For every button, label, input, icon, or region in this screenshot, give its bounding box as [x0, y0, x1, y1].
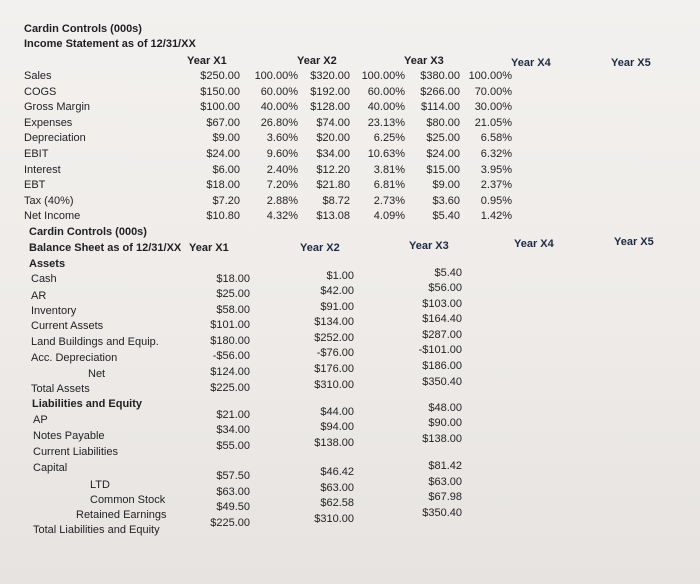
asset-x2-value: $252.00 — [314, 332, 354, 344]
balance-year-x3: Year X3 — [409, 240, 449, 252]
asset-row-label: Cash — [31, 273, 57, 285]
income-title: Cardin Controls (000s) — [24, 23, 142, 35]
income-x3-value: $15.00 — [426, 163, 460, 176]
asset-x2-value: -$76.00 — [316, 347, 354, 359]
assets-heading: Assets — [29, 258, 66, 270]
asset-x2-value: $91.00 — [320, 301, 354, 313]
income-x2-percent: 3.81% — [373, 163, 405, 176]
income-x2-value: $13.08 — [316, 210, 350, 223]
asset-row-label: Land Buildings and Equip. — [31, 336, 159, 348]
income-x2-value: $21.80 — [316, 179, 350, 192]
income-x1-percent: 100.00% — [254, 70, 298, 82]
balance-year-x4: Year X4 — [514, 238, 554, 250]
capital-x1-value: $57.50 — [216, 470, 250, 482]
income-x2-percent: 2.73% — [373, 194, 405, 207]
asset-x1-value: $124.00 — [210, 366, 250, 378]
asset-x2-value: $176.00 — [314, 363, 354, 375]
income-x3-percent: 70.00% — [474, 85, 512, 98]
asset-x3-value: $186.00 — [422, 360, 462, 372]
income-row-label: Interest — [24, 163, 61, 176]
income-x1-percent: 26.80% — [260, 116, 298, 129]
income-x2-value: $320.00 — [310, 70, 350, 82]
liability-row-label: Current Liabilities — [33, 446, 118, 458]
income-year-x5: Year X5 — [611, 57, 651, 69]
income-x2-percent: 6.81% — [373, 179, 405, 192]
income-x1-value: $6.00 — [212, 163, 240, 176]
asset-x1-value: $58.00 — [216, 304, 250, 316]
liability-x3-value: $90.00 — [428, 417, 462, 429]
capital-x1-value: $225.00 — [210, 517, 250, 529]
asset-x1-value: $101.00 — [210, 319, 250, 331]
income-year-x1: Year X1 — [187, 55, 227, 67]
asset-x1-value: -$56.00 — [212, 350, 250, 362]
asset-x1-value: $25.00 — [216, 288, 250, 300]
income-x1-value: $67.00 — [206, 116, 240, 129]
income-x1-value: $9.00 — [212, 132, 240, 145]
income-x2-value: $20.00 — [316, 132, 350, 145]
income-x2-value: $128.00 — [310, 101, 350, 114]
income-x1-percent: 3.60% — [266, 132, 298, 145]
income-x1-percent: 9.60% — [266, 148, 298, 160]
income-x3-percent: 3.95% — [480, 163, 512, 176]
balance-year-x1: Year X1 — [189, 242, 229, 254]
income-x1-percent: 2.88% — [266, 194, 298, 207]
asset-x2-value: $42.00 — [320, 285, 354, 297]
income-x3-value: $3.60 — [432, 194, 460, 207]
capital-x2-value: $310.00 — [314, 513, 354, 525]
income-row-label: Gross Margin — [24, 101, 91, 114]
liability-row-label: Notes Payable — [33, 430, 105, 442]
income-x2-value: $192.00 — [310, 85, 350, 98]
asset-row-label: Net — [88, 368, 106, 380]
income-x2-value: $12.20 — [316, 163, 350, 176]
liability-x2-value: $94.00 — [320, 421, 354, 433]
income-x3-percent: 2.37% — [480, 179, 512, 192]
liabilities-heading: Liabilities and Equity — [32, 398, 143, 410]
income-x1-value: $10.80 — [206, 210, 240, 223]
income-x1-value: $250.00 — [200, 70, 240, 82]
liability-x1-value: $21.00 — [216, 409, 250, 421]
capital-x1-value: $49.50 — [216, 501, 250, 513]
asset-x2-value: $1.00 — [326, 270, 354, 282]
balance-year-x5: Year X5 — [614, 236, 654, 248]
capital-x2-value: $62.58 — [320, 497, 354, 509]
income-x2-percent: 60.00% — [367, 85, 405, 98]
asset-row-label: Current Assets — [31, 320, 104, 332]
income-x2-percent: 10.63% — [367, 148, 405, 160]
income-x2-percent: 4.09% — [373, 210, 405, 223]
income-x1-percent: 7.20% — [266, 179, 298, 192]
income-x3-percent: 0.95% — [480, 194, 512, 207]
income-x2-value: $34.00 — [316, 148, 350, 160]
income-x3-percent: 30.00% — [474, 101, 512, 114]
income-x3-percent: 21.05% — [474, 116, 512, 129]
income-x3-value: $9.00 — [432, 179, 460, 192]
income-x3-value: $266.00 — [420, 85, 460, 98]
asset-row-label: Inventory — [31, 305, 77, 317]
income-row-label: COGS — [24, 85, 57, 98]
income-row-label: Sales — [24, 70, 52, 82]
income-x3-value: $24.00 — [426, 148, 460, 160]
asset-x3-value: $103.00 — [422, 298, 462, 310]
capital-row-label: Retained Earnings — [76, 509, 167, 521]
liability-row-label: AP — [33, 414, 48, 426]
income-x3-value: $25.00 — [426, 132, 460, 145]
income-x2-percent: 23.13% — [367, 116, 405, 129]
asset-row-label: AR — [31, 290, 47, 302]
income-year-x4: Year X4 — [511, 57, 551, 69]
income-x2-percent: 40.00% — [367, 101, 405, 114]
income-row-label: Net Income — [24, 210, 81, 223]
income-x3-value: $80.00 — [426, 116, 460, 129]
capital-row-label: LTD — [90, 479, 110, 491]
asset-x1-value: $18.00 — [216, 273, 250, 285]
income-x3-value: $5.40 — [432, 210, 460, 223]
income-row-label: EBIT — [24, 148, 49, 160]
capital-row-label: Common Stock — [90, 494, 166, 506]
capital-x3-value: $67.98 — [428, 491, 462, 503]
income-x1-percent: 60.00% — [260, 85, 298, 98]
asset-x3-value: $350.40 — [422, 376, 462, 388]
income-row-label: EBT — [24, 179, 46, 192]
capital-x3-value: $81.42 — [428, 460, 462, 472]
asset-x3-value: $56.00 — [428, 282, 462, 294]
income-x2-value: $8.72 — [322, 194, 350, 207]
income-row-label: Tax (40%) — [24, 194, 74, 207]
income-x3-value: $114.00 — [421, 101, 460, 114]
balance-year-x2: Year X2 — [300, 242, 340, 254]
income-year-x3: Year X3 — [404, 55, 444, 67]
balance-subtitle: Balance Sheet as of 12/31/XX — [29, 242, 182, 254]
capital-x1-value: $63.00 — [216, 486, 250, 498]
asset-x1-value: $225.00 — [210, 382, 250, 394]
asset-x1-value: $180.00 — [210, 335, 250, 347]
income-x2-percent: 100.00% — [361, 70, 405, 82]
income-subtitle: Income Statement as of 12/31/XX — [24, 38, 196, 50]
asset-row-label: Acc. Depreciation — [31, 352, 118, 364]
capital-label: Capital — [33, 462, 68, 474]
income-row-label: Depreciation — [24, 132, 86, 145]
income-x3-percent: 6.32% — [480, 148, 512, 160]
asset-x2-value: $134.00 — [314, 316, 354, 328]
asset-x3-value: $164.40 — [422, 313, 462, 325]
liability-x1-value: $55.00 — [216, 440, 250, 452]
income-x1-value: $150.00 — [200, 85, 240, 98]
capital-row-label: Total Liabilities and Equity — [33, 524, 160, 536]
asset-x3-value: -$101.00 — [418, 344, 462, 356]
liability-x2-value: $138.00 — [314, 437, 354, 449]
income-x1-percent: 2.40% — [266, 163, 298, 176]
income-x3-value: $380.00 — [420, 70, 460, 82]
liability-x3-value: $48.00 — [428, 402, 462, 414]
income-x2-value: $74.00 — [316, 116, 350, 129]
balance-title: Cardin Controls (000s) — [29, 226, 147, 238]
income-x3-percent: 6.58% — [480, 132, 512, 145]
liability-x2-value: $44.00 — [320, 406, 354, 418]
asset-x3-value: $5.40 — [434, 267, 462, 279]
income-row-label: Expenses — [24, 116, 73, 129]
income-x1-value: $24.00 — [206, 148, 240, 160]
liability-x1-value: $34.00 — [216, 424, 250, 436]
income-x2-percent: 6.25% — [373, 132, 405, 145]
income-year-x2: Year X2 — [297, 55, 337, 67]
asset-row-label: Total Assets — [31, 383, 90, 395]
capital-x2-value: $46.42 — [320, 466, 354, 478]
asset-x2-value: $310.00 — [314, 379, 354, 391]
capital-x2-value: $63.00 — [320, 482, 354, 494]
capital-x3-value: $350.40 — [422, 507, 462, 519]
income-x3-percent: 1.42% — [480, 210, 512, 223]
capital-x3-value: $63.00 — [428, 476, 462, 488]
income-x1-value: $100.00 — [200, 101, 240, 114]
income-x1-value: $18.00 — [206, 179, 240, 192]
income-x3-percent: 100.00% — [468, 70, 512, 82]
income-x1-percent: 40.00% — [260, 101, 298, 114]
income-x1-percent: 4.32% — [266, 210, 298, 223]
liability-x3-value: $138.00 — [422, 433, 462, 445]
income-x1-value: $7.20 — [212, 194, 240, 207]
asset-x3-value: $287.00 — [422, 329, 462, 341]
